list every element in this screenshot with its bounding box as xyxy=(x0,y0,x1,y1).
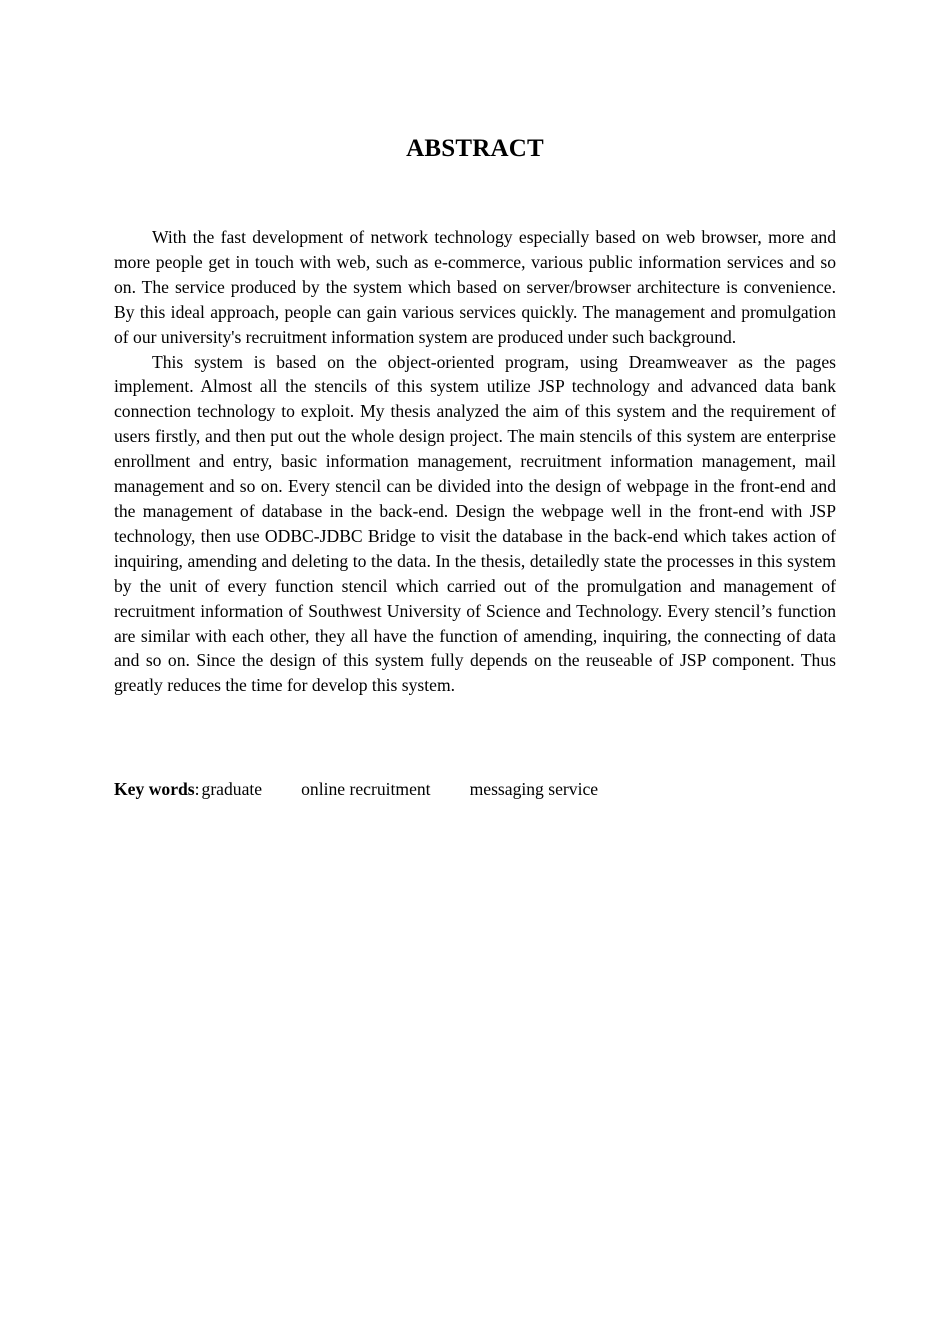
keywords-separator: : xyxy=(194,779,200,799)
page-title: ABSTRACT xyxy=(406,135,544,162)
keywords-line xyxy=(114,777,836,802)
keyword-item: online recruitment xyxy=(301,779,431,799)
keyword-item: messaging service xyxy=(469,779,599,799)
keywords-label: Key words xyxy=(114,779,195,799)
keyword-item: graduate xyxy=(201,779,263,799)
abstract-paragraph-1: With the fast development of network technology especially based on web browser, more and more people get in touch with web, such as e-commerce, various public information services and so on. The service produced by the system which based on server/browser architecture is convenience. By this ideal approach, people can gain various services quickly. The management and promulgation of our university's recruitment information system are produced under such background. xyxy=(114,227,836,347)
abstract-paragraph-2: This system is based on the object-oriented program, using Dreamweaver as the pages implement. Almost all the stencils of this system utilize JSP technology and advanced data bank connection technology to exploit. My thesis analyzed the aim of this system and the requirement of users firstly, and then put out the whole design project. The main stencils of this system are enterprise enrollment and entry, basic information management, recruitment information management, mail management and so on. Every stencil can be divided into the design of webpage in the front-end and the management of database in the back-end. Design the webpage well in the front-end with JSP technology, then use ODBC-JDBC Bridge to visit the database in the back-end which takes action of inquiring, amending and deleting to the data. In the thesis, detailedly state the processes in this system by the unit of every function stencil which carried out of the promulgation and management of recruitment information of Southwest University of Science and Technology. Every stencil’s function are similar with each other, they all have the function of amending, inquiring, the connecting of data and so on. Since the design of this system fully depends on the reuseable of JSP component. Thus greatly reduces the time for develop this system. xyxy=(114,351,836,696)
abstract-body xyxy=(114,225,836,698)
